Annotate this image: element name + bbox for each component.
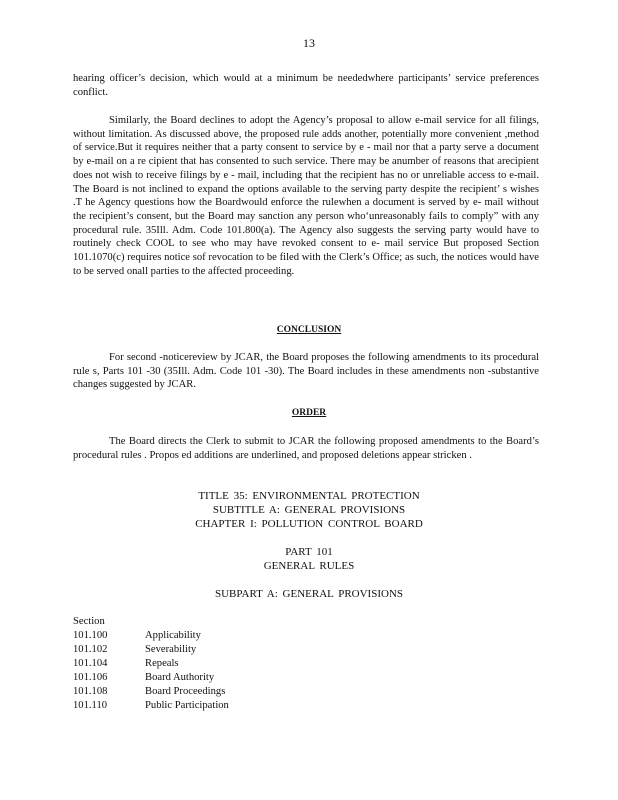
chapter-line: CHAPTER I: POLLUTION CONTROL BOARD bbox=[195, 518, 423, 530]
section-number: 101.106 bbox=[73, 672, 108, 683]
section-label: Section bbox=[73, 616, 105, 627]
section-item bbox=[73, 671, 229, 685]
section-item bbox=[73, 685, 229, 699]
section-number: 101.110 bbox=[73, 700, 108, 711]
section-number: 101.108 bbox=[73, 686, 108, 697]
section-name: Severability bbox=[145, 644, 197, 655]
section-number: 101.104 bbox=[73, 658, 108, 669]
section-name: Board Authority bbox=[145, 672, 215, 683]
section-name: Board Proceedings bbox=[145, 686, 226, 697]
title-line: TITLE 35: ENVIRONMENTAL PROTECTION bbox=[198, 490, 420, 502]
section-name: Repeals bbox=[145, 658, 179, 669]
paragraph-order: The Board directs the Clerk to submit to JCAR the following proposed amendments to the Board’s procedural rules . Propos ed additions are underlined, and proposed deletions appear stricken . bbox=[73, 436, 539, 461]
paragraph-hearing-officer: hearing officer’s decision, which would at a minimum be neededwhere participants’ service preferences conflict. bbox=[73, 73, 539, 98]
heading-order: ORDER bbox=[291, 408, 327, 418]
section-name: Public Participation bbox=[145, 700, 229, 711]
section-item bbox=[73, 629, 229, 643]
section-item bbox=[73, 643, 229, 657]
section-item bbox=[73, 699, 229, 713]
subpart-line: SUBPART A: GENERAL PROVISIONS bbox=[215, 588, 403, 600]
part-name-line: GENERAL RULES bbox=[263, 560, 355, 572]
heading-conclusion: CONCLUSION bbox=[276, 325, 342, 335]
subtitle-line: SUBTITLE A: GENERAL PROVISIONS bbox=[212, 504, 406, 516]
page-number: 13 bbox=[303, 36, 315, 50]
part-line: PART 101 bbox=[285, 546, 333, 558]
section-list bbox=[73, 629, 229, 713]
section-number: 101.100 bbox=[73, 630, 108, 641]
section-item bbox=[73, 657, 229, 671]
section-name: Applicability bbox=[145, 630, 201, 641]
paragraph-conclusion: For second -noticereview by JCAR, the Board proposes the following amendments to its procedural rule s, Parts 101 -30 (35Ill. Adm. Code 101 -30). The Board includes in these amendments non -substantive changes suggested by JCAR. bbox=[73, 352, 539, 391]
section-number: 101.102 bbox=[73, 644, 108, 655]
paragraph-email-service: Similarly, the Board declines to adopt the Agency’s proposal to allow e-mail service for all filings, without limitation. As discussed above, the proposed rule adds another, potentially more convenient ,method of service.But it requires neither that a party consent to service by e - mail nor that a party serve a document by e-mail on a re cipient that has consented to such service. There may be anumber of reasons that arecipient does not wish to receive filings by e - mail, including that the recipient has no or unreliable access to e-mail. The Board is not inclined to expand the options available to the serving party despite the recipient’ s wishes .T he Agency questions how the Boardwould enforce the rulewhen a document is served by e- mail without the recipient’s consent, but the Board may sanction any person who‘unreasonably fails to comply” with any procedural rule. 35Ill. Adm. Code 101.800(a). The Agency also suggests the serving party would have to routinely check COOL to see who may have revoked consent to e- mail service But proposed Section 101.1070(c) requires notice sof revocation to be filed with the Clerk’s Office; as such, the notices would have to be served onall parties to the affected proceeding. bbox=[73, 115, 539, 277]
